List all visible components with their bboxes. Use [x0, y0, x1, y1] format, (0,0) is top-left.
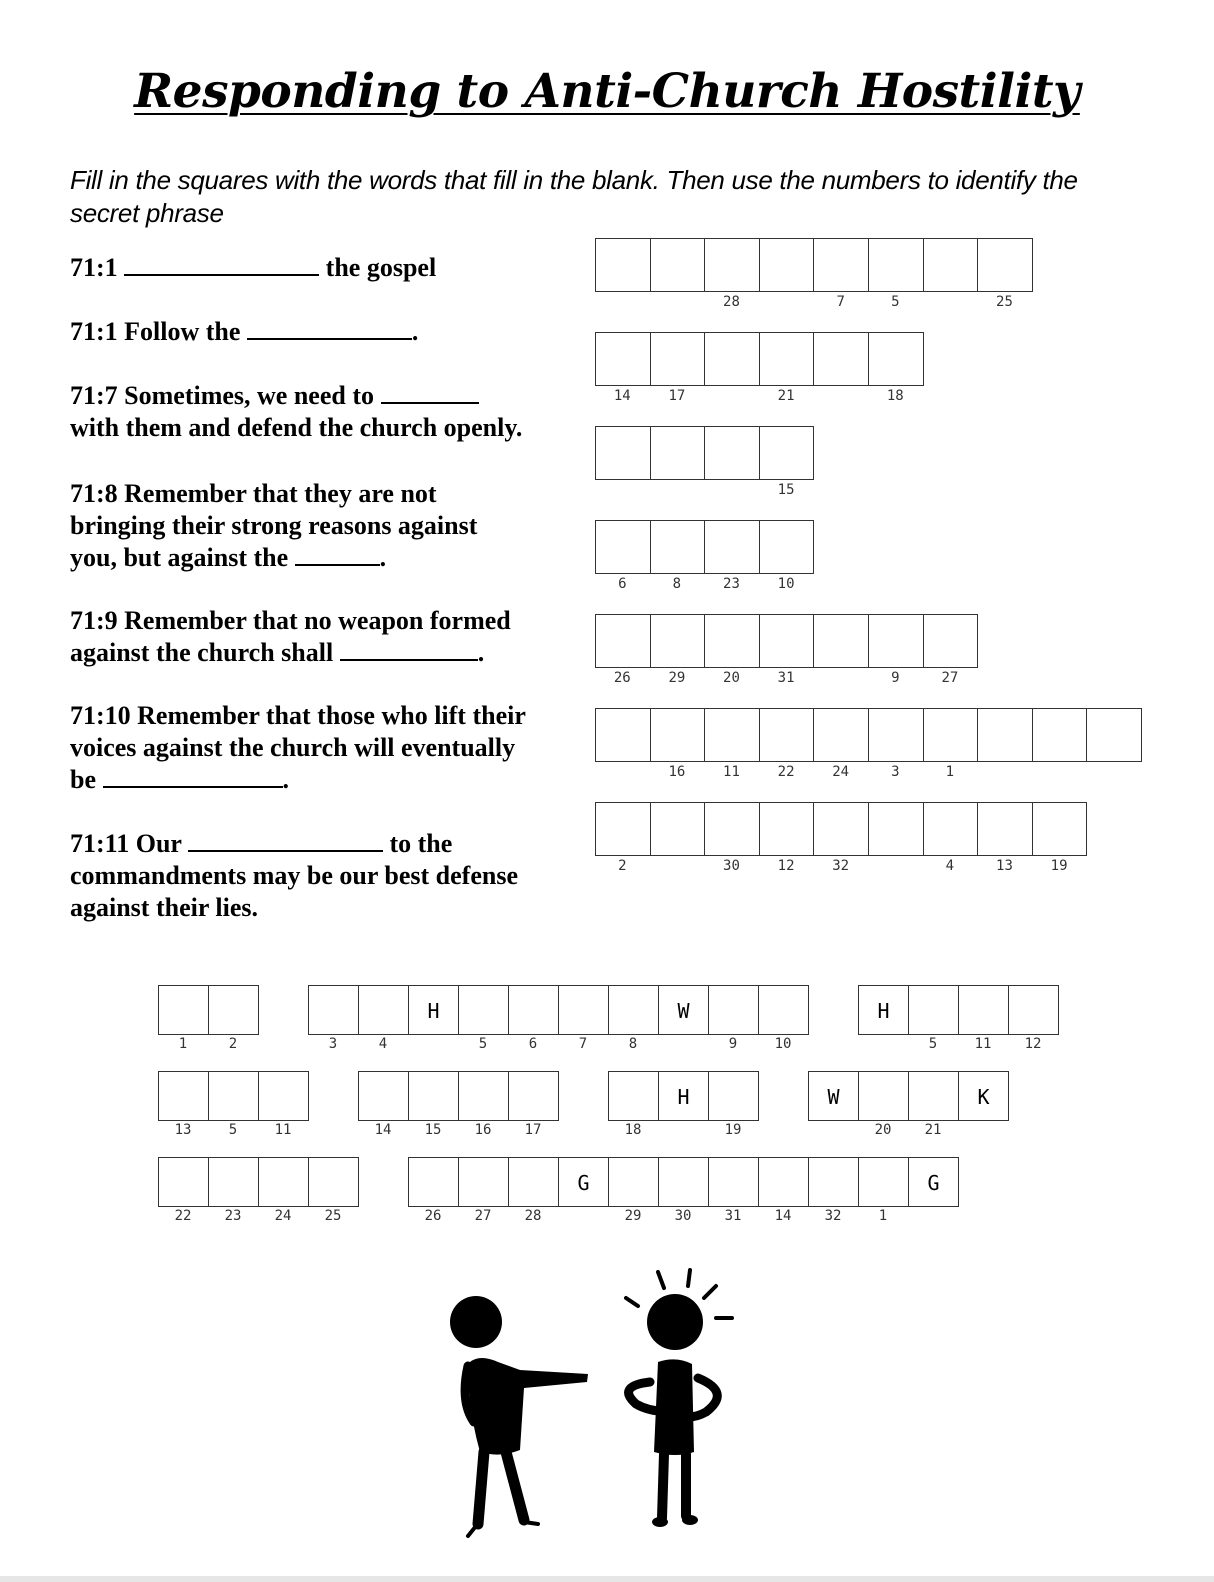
- box-number: 23: [723, 576, 740, 592]
- phrase-box[interactable]: [458, 1071, 509, 1121]
- phrase-box[interactable]: H: [658, 1071, 709, 1121]
- answer-box[interactable]: [704, 426, 760, 480]
- box-number: 19: [724, 1122, 742, 1138]
- clue-line: [70, 860, 570, 892]
- box-number: 3: [328, 1036, 338, 1052]
- phrase-box[interactable]: H: [858, 985, 909, 1035]
- box-number: 21: [777, 388, 795, 404]
- box-number: 18: [624, 1122, 642, 1138]
- box-number: 4: [378, 1036, 388, 1052]
- clue-text: against their lies.: [70, 893, 259, 922]
- clue-line: [70, 380, 570, 412]
- answer-box[interactable]: [1086, 708, 1142, 762]
- answer-box[interactable]: [704, 802, 760, 856]
- answer-box[interactable]: [759, 238, 815, 292]
- clue-text: 71:10 Remember that those who lift their: [70, 701, 526, 730]
- box-number: 22: [777, 764, 795, 780]
- answer-box[interactable]: [1032, 708, 1088, 762]
- phrase-box[interactable]: [358, 1071, 409, 1121]
- box-number: 24: [832, 764, 850, 780]
- clue-text: .: [282, 765, 289, 794]
- answer-box[interactable]: [813, 238, 869, 292]
- phrase-box[interactable]: [358, 985, 409, 1035]
- phrase-box[interactable]: [958, 985, 1009, 1035]
- answer-box[interactable]: [759, 708, 815, 762]
- phrase-box[interactable]: [408, 1071, 459, 1121]
- people-figures: [440, 1262, 760, 1562]
- clue-text: 71:1: [70, 253, 125, 282]
- box-number: 18: [886, 388, 904, 404]
- phrase-box[interactable]: [808, 1157, 859, 1207]
- phrase-box[interactable]: [708, 1071, 759, 1121]
- phrase-box[interactable]: K: [958, 1071, 1009, 1121]
- answer-box[interactable]: [650, 426, 706, 480]
- answer-box[interactable]: [868, 614, 924, 668]
- answer-box[interactable]: [595, 520, 651, 574]
- clue-text: bringing their strong reasons against: [70, 511, 478, 540]
- box-number: 26: [613, 670, 631, 686]
- clue-text: to the: [382, 829, 453, 858]
- clue-text: you, but against the: [70, 543, 295, 572]
- clue-text: with them and defend the church openly.: [70, 413, 523, 442]
- answer-box[interactable]: [923, 708, 979, 762]
- answer-box[interactable]: [813, 802, 869, 856]
- answer-box[interactable]: [759, 520, 815, 574]
- clue-1: [70, 252, 570, 284]
- phrase-box[interactable]: [208, 1157, 259, 1207]
- phrase-box[interactable]: [608, 985, 659, 1035]
- answer-box[interactable]: [650, 708, 706, 762]
- answer-box[interactable]: [704, 708, 760, 762]
- phrase-box[interactable]: [258, 1071, 309, 1121]
- phrase-box[interactable]: [858, 1157, 909, 1207]
- box-number: 32: [824, 1208, 842, 1224]
- box-number: 14: [774, 1208, 792, 1224]
- clue-line: [70, 732, 570, 764]
- clue-line: [70, 700, 570, 732]
- box-number: 27: [474, 1208, 492, 1224]
- box-number: 23: [224, 1208, 242, 1224]
- box-number: 11: [974, 1036, 992, 1052]
- answer-blank: [188, 828, 383, 852]
- phrase-box[interactable]: G: [908, 1157, 959, 1207]
- box-number: 28: [723, 294, 740, 310]
- box-number: 31: [777, 670, 795, 686]
- box-number: 5: [478, 1036, 488, 1052]
- clue-text: 71:1 Follow the: [70, 317, 247, 346]
- phrase-box[interactable]: H: [408, 985, 459, 1035]
- phrase-box[interactable]: [458, 1157, 509, 1207]
- phrase-box[interactable]: [708, 1157, 759, 1207]
- answer-box[interactable]: [595, 332, 651, 386]
- phrase-box[interactable]: [308, 1157, 359, 1207]
- box-number: 24: [274, 1208, 292, 1224]
- clue-line: [70, 316, 570, 348]
- startled-person-figure: [626, 1270, 732, 1527]
- page-bottom-edge: [0, 1576, 1214, 1582]
- box-number: 22: [174, 1208, 192, 1224]
- box-number: 2: [618, 858, 627, 874]
- clue-line: [70, 542, 570, 574]
- answer-box[interactable]: [977, 802, 1033, 856]
- clue-line: [70, 892, 570, 924]
- box-number: 21: [924, 1122, 942, 1138]
- clue-line: [70, 637, 570, 669]
- clue-5: [70, 605, 570, 669]
- box-number: 14: [613, 388, 631, 404]
- box-number: 4: [945, 858, 955, 874]
- phrase-box[interactable]: [208, 1071, 259, 1121]
- clue-text: .: [379, 543, 387, 572]
- box-number: 10: [777, 576, 795, 592]
- answer-box[interactable]: [923, 802, 979, 856]
- answer-box[interactable]: [759, 802, 815, 856]
- phrase-box[interactable]: W: [658, 985, 709, 1035]
- clue-line: [70, 412, 570, 444]
- box-number: 7: [578, 1036, 588, 1052]
- clue-4: [70, 478, 570, 574]
- clue-text: 71:9 Remember that no weapon formed: [70, 606, 511, 635]
- answer-box[interactable]: [704, 614, 760, 668]
- box-number: 25: [324, 1208, 342, 1224]
- box-number: 31: [724, 1208, 742, 1224]
- box-number: 30: [674, 1208, 692, 1224]
- clue-6: [70, 700, 570, 796]
- box-number: 26: [424, 1208, 442, 1224]
- box-number: 5: [891, 294, 900, 310]
- box-number: 9: [891, 670, 900, 686]
- box-number: 29: [624, 1208, 642, 1224]
- box-number: 1: [178, 1036, 188, 1052]
- phrase-box[interactable]: [608, 1071, 659, 1121]
- box-number: 7: [836, 294, 845, 310]
- box-number: 8: [628, 1036, 638, 1052]
- answer-box[interactable]: [923, 614, 979, 668]
- phrase-box[interactable]: [908, 985, 959, 1035]
- box-number: 14: [374, 1122, 392, 1138]
- phrase-box[interactable]: [508, 1071, 559, 1121]
- phrase-box[interactable]: [908, 1071, 959, 1121]
- answer-box[interactable]: [868, 332, 924, 386]
- box-number: 16: [668, 764, 686, 780]
- phrase-box[interactable]: W: [808, 1071, 859, 1121]
- phrase-box[interactable]: G: [558, 1157, 609, 1207]
- box-number: 15: [424, 1122, 442, 1138]
- box-number: 19: [1050, 858, 1068, 874]
- box-number: 11: [723, 764, 740, 780]
- answer-box[interactable]: [977, 708, 1033, 762]
- clue-text: 71:11 Our: [70, 829, 188, 858]
- clue-line: [70, 252, 570, 284]
- answer-box[interactable]: [868, 238, 924, 292]
- answer-box[interactable]: [759, 426, 815, 480]
- answer-box[interactable]: [1032, 802, 1088, 856]
- clue-3: [70, 380, 570, 444]
- clue-text: commandments may be our best defense: [70, 861, 518, 890]
- answer-box[interactable]: [650, 802, 706, 856]
- phrase-box[interactable]: [158, 1071, 209, 1121]
- answer-blank: [124, 252, 319, 276]
- box-number: 10: [774, 1036, 792, 1052]
- box-number: 2: [228, 1036, 238, 1052]
- phrase-box[interactable]: [508, 985, 559, 1035]
- box-number: 27: [941, 670, 959, 686]
- answer-blank: [295, 542, 380, 566]
- box-number: 29: [668, 670, 686, 686]
- box-number: 9: [728, 1036, 738, 1052]
- answer-box[interactable]: [704, 520, 760, 574]
- answer-box[interactable]: [595, 238, 651, 292]
- answer-blank: [381, 380, 479, 404]
- clue-line: [70, 764, 570, 796]
- answer-box[interactable]: [595, 426, 651, 480]
- phrase-box[interactable]: [858, 1071, 909, 1121]
- answer-box[interactable]: [759, 332, 815, 386]
- box-number: 13: [996, 858, 1013, 874]
- answer-blank: [103, 764, 283, 788]
- box-number: 20: [874, 1122, 892, 1138]
- phrase-box[interactable]: [608, 1157, 659, 1207]
- box-number: 15: [777, 482, 795, 498]
- answer-box[interactable]: [595, 614, 651, 668]
- box-number: 17: [668, 388, 686, 404]
- box-number: 12: [1024, 1036, 1042, 1052]
- phrase-box[interactable]: [758, 985, 809, 1035]
- clue-2: [70, 316, 570, 348]
- clue-text: against the church shall: [70, 638, 340, 667]
- box-number: 20: [723, 670, 740, 686]
- answer-box[interactable]: [650, 614, 706, 668]
- clue-text: be: [70, 765, 103, 794]
- phrase-box[interactable]: [258, 1157, 309, 1207]
- phrase-box[interactable]: [158, 1157, 209, 1207]
- answer-box[interactable]: [595, 708, 651, 762]
- phrase-box[interactable]: [208, 985, 259, 1035]
- phrase-box[interactable]: [308, 985, 359, 1035]
- answer-box[interactable]: [813, 332, 869, 386]
- answer-box[interactable]: [813, 614, 869, 668]
- box-number: 1: [878, 1208, 888, 1224]
- phrase-box[interactable]: [508, 1157, 559, 1207]
- clue-line: [70, 510, 570, 542]
- pointing-person-figure: [450, 1296, 588, 1536]
- phrase-box[interactable]: [1008, 985, 1059, 1035]
- answer-box[interactable]: [650, 520, 706, 574]
- box-number: 13: [174, 1122, 192, 1138]
- answer-box[interactable]: [759, 614, 815, 668]
- box-number: 28: [524, 1208, 542, 1224]
- box-number: 6: [618, 576, 627, 592]
- clue-text: 71:7 Sometimes, we need to: [70, 381, 381, 410]
- box-number: 5: [228, 1122, 238, 1138]
- phrase-box[interactable]: [458, 985, 509, 1035]
- box-number: 6: [528, 1036, 538, 1052]
- box-number: 11: [274, 1122, 292, 1138]
- answer-box[interactable]: [923, 238, 979, 292]
- phrase-box[interactable]: [408, 1157, 459, 1207]
- answer-box[interactable]: [650, 332, 706, 386]
- answer-box[interactable]: [595, 802, 651, 856]
- phrase-box[interactable]: [758, 1157, 809, 1207]
- title-text: Responding to Anti-Church Hostility: [134, 64, 1080, 119]
- box-number: 17: [524, 1122, 542, 1138]
- instructions: Fill in the squares with the words that fill in the blank. Then use the numbers to identify the secret phrase: [70, 165, 1078, 228]
- box-number: 8: [672, 576, 682, 592]
- clue-text: the gospel: [319, 253, 437, 282]
- box-number: 12: [777, 858, 795, 874]
- answer-box[interactable]: [813, 708, 869, 762]
- box-number: 25: [996, 294, 1013, 310]
- clue-line: [70, 478, 570, 510]
- clue-text: 71:8 Remember that they are not: [70, 479, 437, 508]
- clue-7: [70, 828, 570, 924]
- phrase-box[interactable]: [658, 1157, 709, 1207]
- clue-line: [70, 605, 570, 637]
- answer-box[interactable]: [977, 238, 1033, 292]
- answer-box[interactable]: [704, 332, 760, 386]
- box-number: 32: [832, 858, 850, 874]
- clue-line: [70, 828, 570, 860]
- clue-text: .: [411, 317, 419, 346]
- clue-text: voices against the church will eventually: [70, 733, 516, 762]
- answer-box[interactable]: [868, 708, 924, 762]
- box-number: 3: [891, 764, 900, 780]
- answer-box[interactable]: [704, 238, 760, 292]
- phrase-box[interactable]: [558, 985, 609, 1035]
- phrase-box[interactable]: [708, 985, 759, 1035]
- illustration: [440, 1262, 760, 1566]
- answer-box[interactable]: [868, 802, 924, 856]
- box-number: 1: [945, 764, 955, 780]
- box-number: 16: [474, 1122, 492, 1138]
- answer-box[interactable]: [650, 238, 706, 292]
- answer-blank: [247, 316, 412, 340]
- box-number: 30: [723, 858, 740, 874]
- clue-text: .: [477, 638, 485, 667]
- page-title: [0, 62, 1214, 122]
- phrase-box[interactable]: [158, 985, 209, 1035]
- answer-blank: [340, 637, 478, 661]
- box-number: 5: [928, 1036, 938, 1052]
